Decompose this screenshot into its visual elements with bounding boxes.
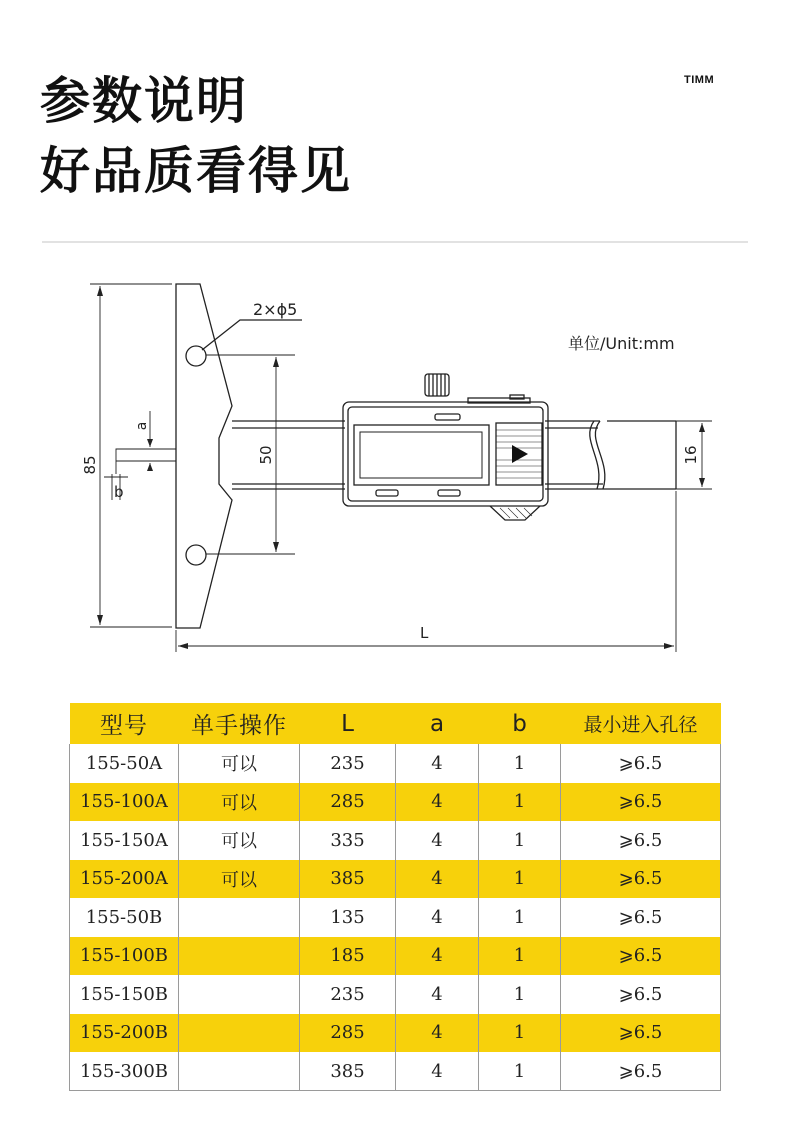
button-bottom-left	[376, 490, 398, 496]
table-body	[70, 744, 721, 1091]
table-row	[70, 937, 721, 976]
cell-L: 235	[300, 744, 396, 783]
brand-logo: TIMM	[684, 74, 715, 86]
dim-16: 16	[682, 445, 700, 465]
cell-one-hand	[179, 898, 300, 937]
dim-50: 50	[257, 445, 275, 465]
cell-a: 4	[396, 898, 479, 937]
cell-a: 4	[396, 783, 479, 822]
button-bottom-right	[438, 490, 460, 496]
cell-L: 335	[300, 821, 396, 860]
cell-L: 235	[300, 975, 396, 1014]
cell-L: 135	[300, 898, 396, 937]
cell-min-hole: ⩾6.5	[561, 821, 721, 860]
spec-table	[69, 703, 721, 1091]
table-row	[70, 1014, 721, 1053]
cell-one-hand	[179, 975, 300, 1014]
cell-one-hand: 可以	[179, 744, 300, 783]
cell-model: 155-50A	[70, 744, 179, 783]
cell-a: 4	[396, 744, 479, 783]
table-row	[70, 975, 721, 1014]
lock-clamp	[490, 506, 540, 520]
cell-min-hole: ⩾6.5	[561, 1014, 721, 1053]
cell-L: 285	[300, 783, 396, 822]
dim-a: a	[134, 421, 150, 431]
header-a: a	[396, 703, 479, 744]
cell-model: 155-50B	[70, 898, 179, 937]
lcd-screen	[354, 425, 489, 485]
cell-b: 1	[479, 1052, 561, 1091]
cell-a: 4	[396, 860, 479, 899]
header-model: 型号	[70, 703, 179, 744]
dim-b: b	[114, 483, 124, 501]
cell-min-hole: ⩾6.5	[561, 744, 721, 783]
mount-hole-bottom	[186, 545, 206, 565]
hole-label: 2×ϕ5	[253, 300, 298, 319]
table-row	[70, 1052, 721, 1091]
cell-one-hand: 可以	[179, 821, 300, 860]
cell-one-hand	[179, 1014, 300, 1053]
dim-85: 85	[81, 455, 99, 475]
header-b: b	[479, 703, 561, 744]
cell-model: 155-150B	[70, 975, 179, 1014]
cell-min-hole: ⩾6.5	[561, 860, 721, 899]
cell-b: 1	[479, 1014, 561, 1053]
beam-break	[595, 421, 605, 489]
depth-gauge-drawing	[0, 260, 790, 680]
cell-one-hand	[179, 937, 300, 976]
cell-one-hand: 可以	[179, 783, 300, 822]
cell-min-hole: ⩾6.5	[561, 937, 721, 976]
cell-b: 1	[479, 860, 561, 899]
depth-probe	[116, 449, 176, 474]
title-line-2: 好品质看得见	[40, 142, 352, 200]
cell-one-hand: 可以	[179, 860, 300, 899]
cell-a: 4	[396, 1052, 479, 1091]
cell-min-hole: ⩾6.5	[561, 975, 721, 1014]
cell-a: 4	[396, 937, 479, 976]
table-row	[70, 821, 721, 860]
cell-min-hole: ⩾6.5	[561, 783, 721, 822]
table-header-row	[70, 703, 721, 744]
cell-min-hole: ⩾6.5	[561, 898, 721, 937]
table-row	[70, 744, 721, 783]
header-min-hole: 最小进入孔径	[561, 703, 721, 744]
cell-min-hole: ⩾6.5	[561, 1052, 721, 1091]
cell-model: 155-300B	[70, 1052, 179, 1091]
cell-b: 1	[479, 975, 561, 1014]
table-row	[70, 783, 721, 822]
gauge-base	[176, 284, 232, 628]
cell-b: 1	[479, 744, 561, 783]
cell-L: 285	[300, 1014, 396, 1053]
cell-b: 1	[479, 937, 561, 976]
cell-a: 4	[396, 975, 479, 1014]
cell-model: 155-150A	[70, 821, 179, 860]
header-one-hand: 单手操作	[179, 703, 300, 744]
cell-L: 185	[300, 937, 396, 976]
cell-b: 1	[479, 783, 561, 822]
table-row	[70, 860, 721, 899]
cell-model: 155-200A	[70, 860, 179, 899]
button-top	[435, 414, 460, 420]
cell-one-hand	[179, 1052, 300, 1091]
header-L: L	[300, 703, 396, 744]
cell-b: 1	[479, 898, 561, 937]
divider	[42, 241, 748, 243]
cell-b: 1	[479, 821, 561, 860]
cell-L: 385	[300, 1052, 396, 1091]
cell-a: 4	[396, 821, 479, 860]
cell-model: 155-100B	[70, 937, 179, 976]
cell-a: 4	[396, 1014, 479, 1053]
unit-label: 单位/Unit:mm	[568, 334, 675, 353]
cell-model: 155-200B	[70, 1014, 179, 1053]
hole-leader	[202, 320, 302, 350]
cell-model: 155-100A	[70, 783, 179, 822]
title-line-1: 参数说明	[40, 72, 248, 130]
dim-L: L	[420, 624, 429, 642]
cell-L: 385	[300, 860, 396, 899]
table-row	[70, 898, 721, 937]
